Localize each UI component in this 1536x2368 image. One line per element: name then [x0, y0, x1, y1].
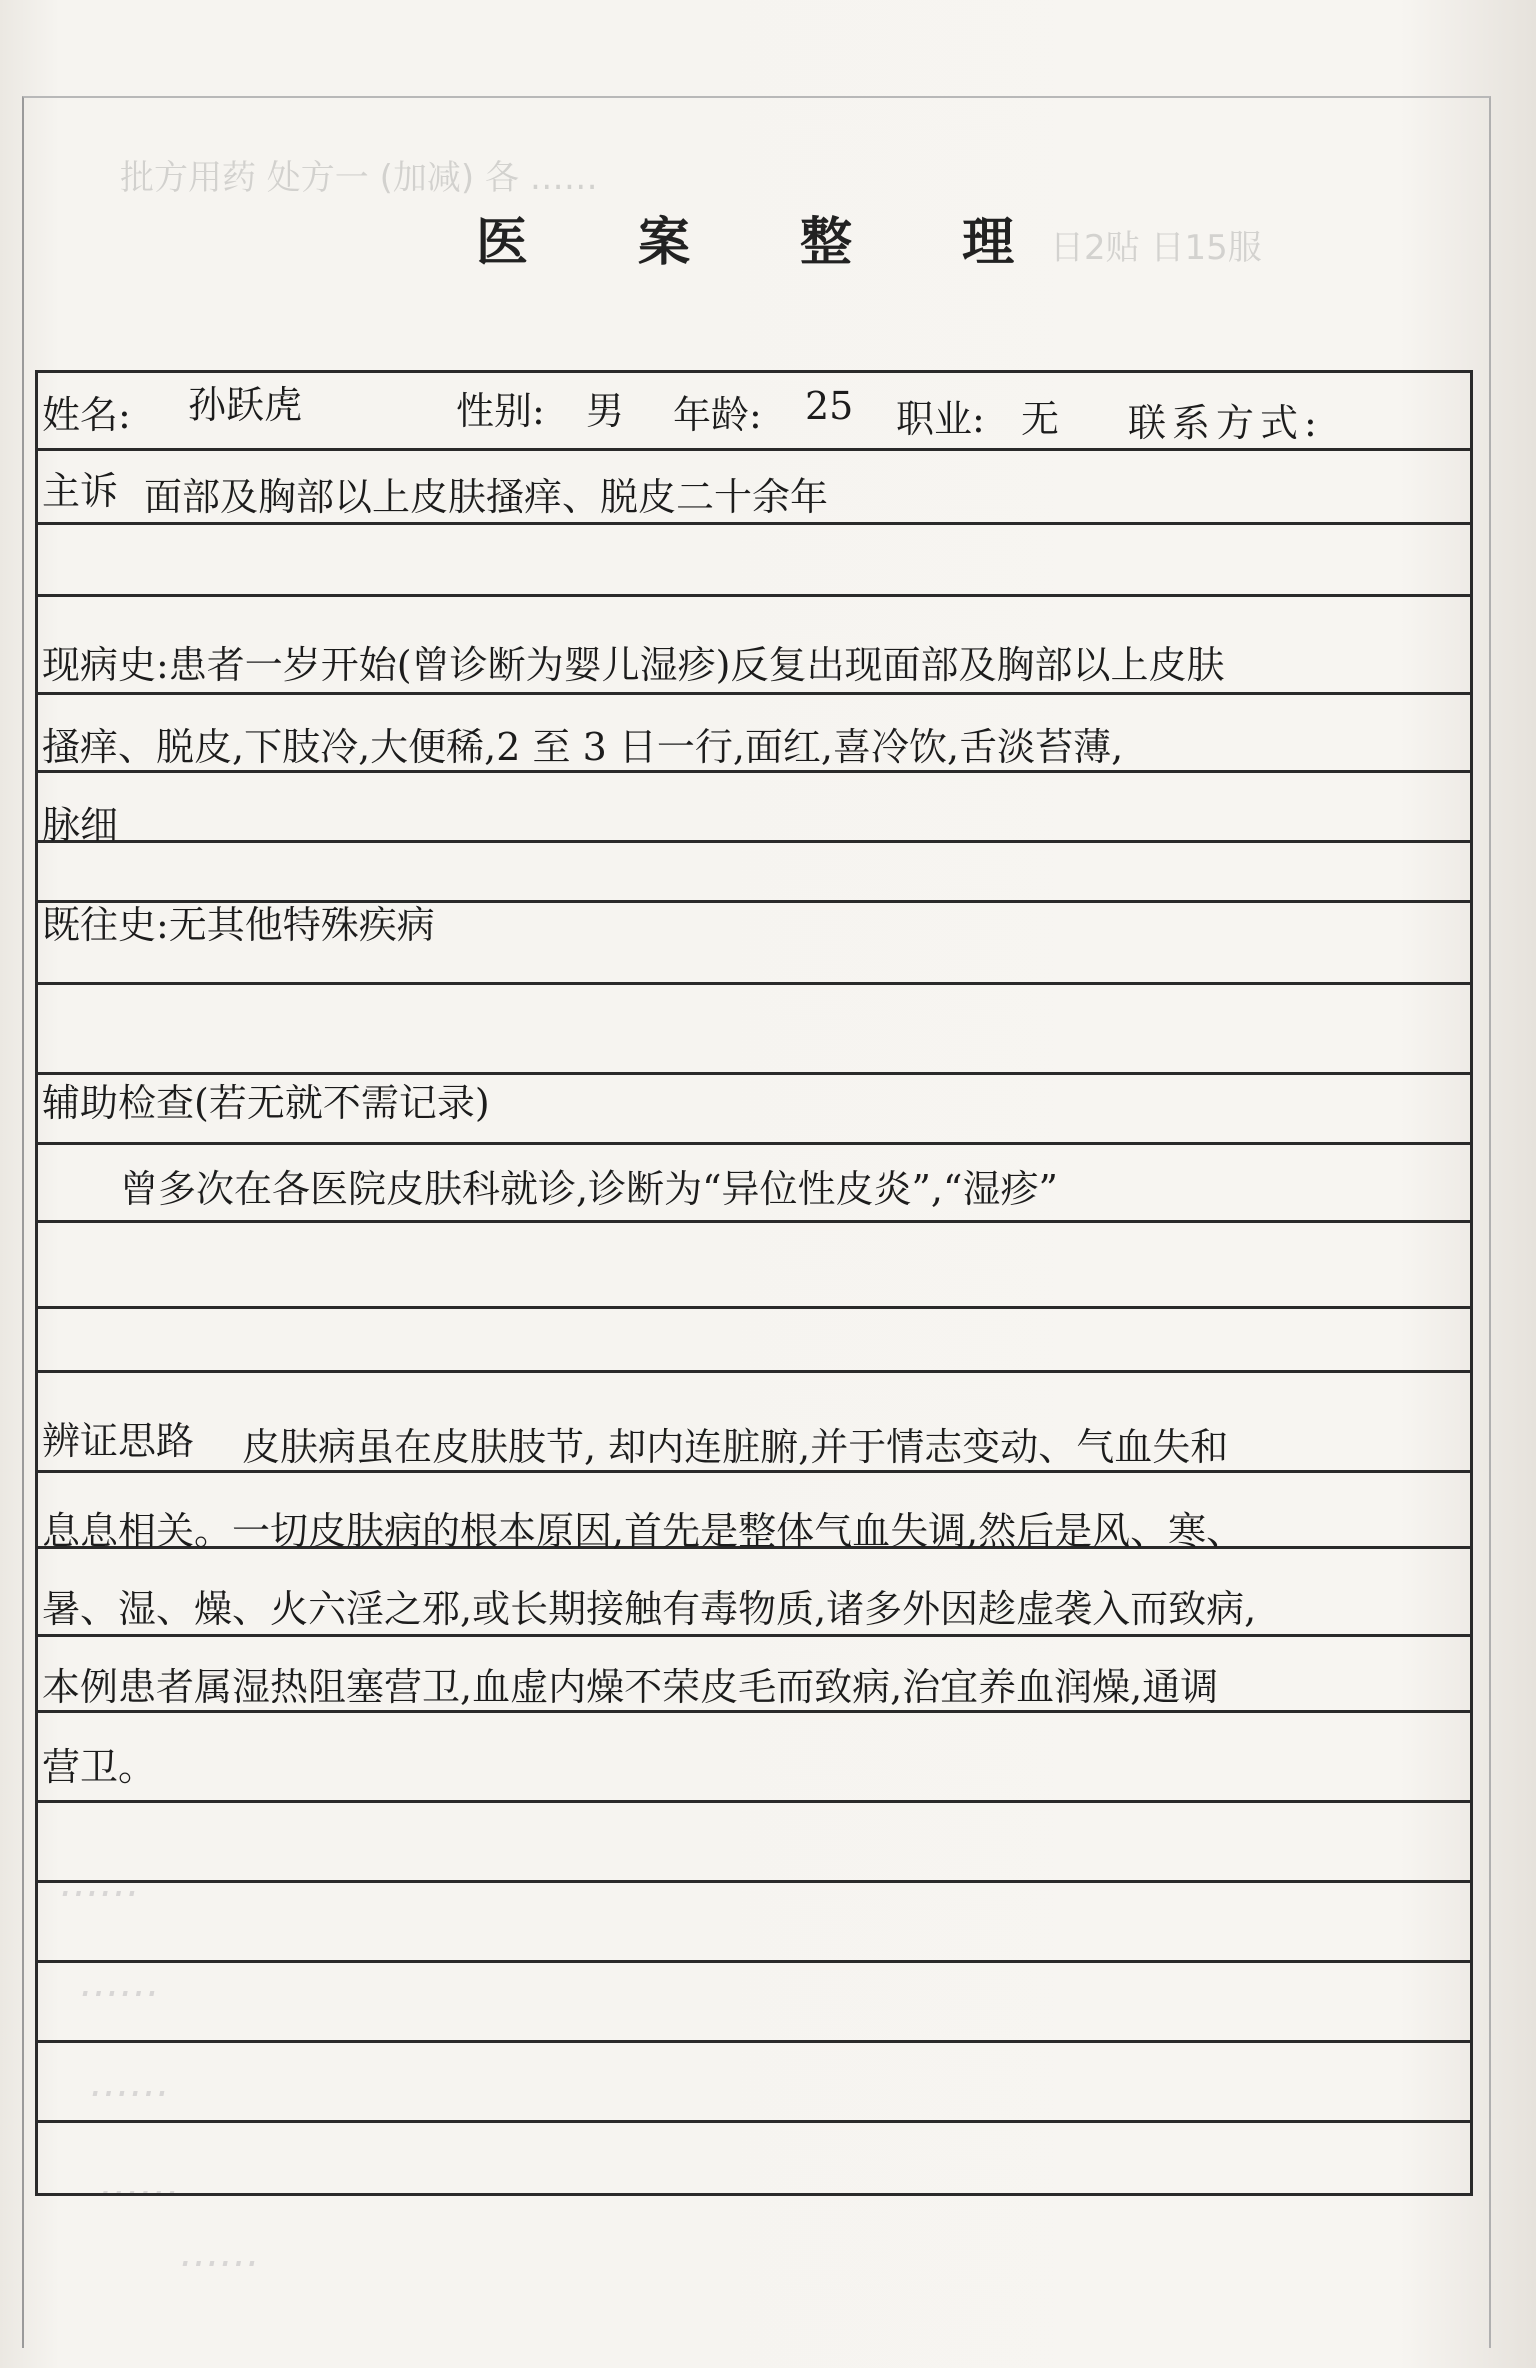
- age-value: 25: [805, 384, 854, 428]
- auxiliary-exam-text: 曾多次在各医院皮肤科就诊,诊断为“异位性皮炎”,“湿疹”: [120, 1167, 1058, 1211]
- contact-label: 联系方式:: [1128, 401, 1323, 445]
- present-history-line: 脉细: [42, 803, 119, 847]
- occupation-label: 职业:: [896, 397, 985, 441]
- bleed-through-handwriting: ……: [60, 1860, 140, 1906]
- page-title: 医 案 整 理: [475, 212, 1061, 273]
- gender-value: 男: [586, 389, 625, 433]
- table-rule: [38, 840, 1470, 843]
- table-rule: [38, 1142, 1470, 1145]
- gender-label: 性别:: [456, 389, 545, 433]
- table-rule: [38, 1800, 1470, 1803]
- past-history-text: 既往史:无其他特殊疾病: [42, 903, 435, 947]
- chief-complaint-text: 面部及胸部以上皮肤搔痒、脱皮二十余年: [144, 475, 829, 519]
- name-value: 孙跃虎: [188, 383, 303, 427]
- name-label: 姓名:: [42, 393, 131, 437]
- table-rule: [38, 1370, 1470, 1373]
- bleed-through-handwriting: ……: [90, 2060, 170, 2106]
- table-rule: [38, 522, 1470, 525]
- differentiation-label: 辨证思路: [42, 1419, 195, 1463]
- differentiation-line: 本例患者属湿热阻塞营卫,血虚内燥不荣皮毛而致病,治宜养血润燥,通调: [42, 1665, 1219, 1709]
- auxiliary-exam-label: 辅助检查(若无就不需记录): [42, 1081, 490, 1125]
- bleed-through-handwriting: ……: [180, 2230, 260, 2276]
- table-rule: [38, 594, 1470, 597]
- table-rule: [38, 448, 1470, 451]
- age-label: 年龄:: [673, 393, 762, 437]
- table-rule: [38, 692, 1470, 695]
- differentiation-line: 息息相关。一切皮肤病的根本原因,首先是整体气血失调,然后是风、寒、: [42, 1509, 1245, 1553]
- table-rule: [38, 1306, 1470, 1309]
- bleed-through-text: 批方用药 处方一 (加减) 各 ……: [120, 158, 598, 198]
- differentiation-line: 暑、湿、燥、火六淫之邪,或长期接触有毒物质,诸多外因趁虚袭入而致病,: [42, 1587, 1257, 1631]
- table-rule: [38, 1220, 1470, 1223]
- table-rule: [38, 1634, 1470, 1637]
- table-rule: [38, 1960, 1470, 1963]
- table-rule: [38, 370, 1470, 373]
- table-rule: [38, 2193, 1470, 2196]
- occupation-value: 无: [1021, 397, 1060, 441]
- differentiation-line: 营卫。: [42, 1745, 157, 1789]
- table-rule: [38, 982, 1470, 985]
- chief-complaint-label: 主诉: [42, 469, 119, 513]
- table-rule: [38, 1880, 1470, 1883]
- bleed-through-handwriting: ……: [80, 1960, 160, 2006]
- record-table: [35, 370, 1473, 2196]
- present-history-line: 现病史:患者一岁开始(曾诊断为婴儿湿疹)反复出现面部及胸部以上皮肤: [42, 643, 1225, 687]
- present-history-line: 搔痒、脱皮,下肢冷,大便稀,2 至 3 日一行,面红,喜冷饮,舌淡苔薄,: [42, 725, 1124, 769]
- bleed-through-handwriting: ……: [100, 2160, 180, 2206]
- table-rule: [38, 2040, 1470, 2043]
- bleed-through-text: 日2贴 日15服: [1050, 228, 1262, 268]
- differentiation-line: 皮肤病虽在皮肤肢节, 却内连脏腑,并于情志变动、气血失和: [242, 1425, 1229, 1469]
- table-rule: [38, 2120, 1470, 2123]
